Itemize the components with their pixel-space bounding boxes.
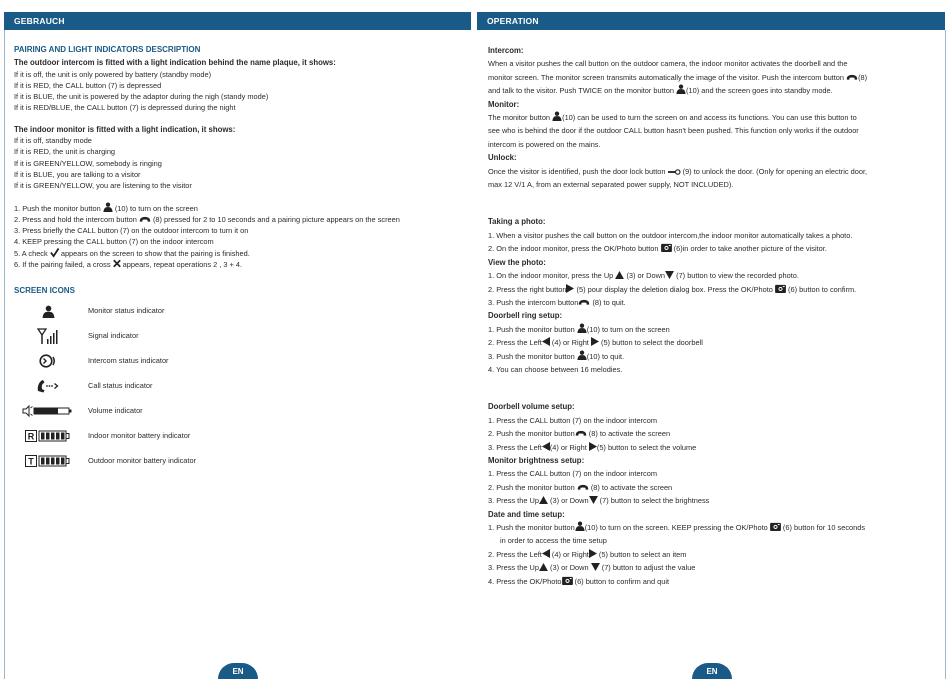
- screen-icon-row: [14, 324, 469, 349]
- indoor-line: If it is GREEN/YELLOW, somebody is ringing: [14, 158, 162, 168]
- door-lock-icon: [668, 169, 681, 175]
- icon-label: Call status indicator: [88, 381, 153, 391]
- person-icon: [42, 305, 55, 318]
- indoor-line: If it is off, standby mode: [14, 136, 92, 146]
- brightness-step: 3. Press the Up (3) or Down (7) button to select the brightness: [488, 496, 710, 506]
- datetime-step: 2. Press the Left (4) or Right (5) button to select an item: [488, 549, 687, 559]
- right-page: [475, 0, 950, 679]
- datetime-step: 3. Press the Up (3) or Down (7) button to adjust the value: [488, 563, 696, 573]
- down-arrow-icon: [591, 563, 600, 571]
- monitor-button-icon: [577, 350, 587, 360]
- outdoor-line: If it is BLUE, the unit is powered by the adaptor during the nigh (standy mode): [14, 92, 269, 102]
- right-arrow-icon: [589, 442, 597, 451]
- volume-step: 1. Press the CALL button (7) on the indoor intercom: [488, 415, 657, 425]
- datetime-step: 1. Push the monitor button (10) to turn on the screen. KEEP pressing the OK/Photo (6) button for 10 seconds: [488, 523, 866, 532]
- monitor-button-icon: [552, 111, 562, 121]
- right-page-header: OPERATION: [477, 12, 945, 30]
- right-arrow-icon: [591, 337, 599, 346]
- volume-step: 3. Press the Left (4) or Right (5) button to select the volume: [488, 442, 697, 452]
- pairing-step-6: 6. If the pairing failed, a cross appears, repeat operations 2 , 3 + 4.: [14, 260, 243, 270]
- monitor-line: intercom is powered on the mains.: [488, 139, 601, 149]
- unlock-heading: Unlock:: [488, 153, 517, 163]
- up-arrow-icon: [615, 271, 624, 279]
- volume-icon: [23, 405, 73, 417]
- pairing-step-5: 5. A check appears on the screen to show that the pairing is finished.: [14, 248, 250, 258]
- icon-label: Outdoor monitor battery indicator: [88, 456, 197, 466]
- intercom-button-icon: [575, 430, 587, 437]
- icon-label: Monitor status indicator: [88, 306, 165, 316]
- camera-icon: [775, 284, 786, 293]
- monitor-button-icon: [575, 521, 585, 531]
- view-step: 3. Push the intercom button (8) to quit.: [488, 297, 626, 307]
- cross-icon: [113, 259, 121, 268]
- monitor-button-icon: [577, 323, 587, 333]
- datetime-heading: Date and time setup:: [488, 509, 565, 519]
- left-page-header: GEBRAUCH: [4, 12, 471, 30]
- ring-heading: Doorbell ring setup:: [488, 311, 563, 321]
- brightness-step: 1. Press the CALL button (7) on the indoor intercom: [488, 469, 657, 479]
- ring-step: 2. Press the Left (4) or Right (5) button to select the doorbell: [488, 338, 703, 348]
- outdoor-heading: The outdoor intercom is fitted with a light indication behind the name plaque, it shows:: [14, 58, 336, 68]
- left-arrow-icon: [542, 549, 550, 558]
- pairing-step-1: 1. Push the monitor button (10) to turn on the screen: [14, 203, 198, 213]
- icon-label: Volume indicator: [88, 406, 143, 416]
- unlock-line: Once the visitor is identified, push the door lock button (9) to unlock the door. (Only for opening an electric door,: [488, 166, 868, 176]
- monitor-line: see who is behind the door if the outdoor CALL button hasn't been pushed. This function only works if the outdoor: [488, 126, 859, 136]
- ring-step: 3. Push the monitor button (10) to quit.: [488, 351, 625, 361]
- indoor-line: If it is GREEN/YELLOW, you are listening to the visitor: [14, 181, 192, 191]
- icon-label: Intercom status indicator: [88, 356, 169, 366]
- call-status-icon: [36, 379, 60, 393]
- signal-icon: [38, 329, 58, 344]
- right-content: [488, 44, 940, 588]
- volume-heading: Doorbell volume setup:: [488, 402, 575, 412]
- intercom-line: When a visitor pushes the call button on the outdoor camera, the indoor monitor activates the doorbell and the: [488, 59, 848, 69]
- up-arrow-icon: [539, 496, 548, 504]
- intercom-line: monitor screen. The monitor screen transmits automatically the image of the visitor. Push the intercom button (8): [488, 72, 868, 82]
- outdoor-battery-letter: T: [28, 456, 34, 467]
- screen-icon-row: [14, 449, 469, 474]
- right-page-footer: EN: [692, 663, 732, 679]
- screen-icon-row: [14, 399, 469, 424]
- monitor-heading: Monitor:: [488, 99, 520, 109]
- screen-icon-row: [14, 349, 469, 374]
- intercom-heading: Intercom:: [488, 46, 524, 55]
- down-arrow-icon: [589, 496, 598, 504]
- view-step: 1. On the indoor monitor, press the Up (3) or Down (7) button to view the recorded photo.: [488, 271, 799, 281]
- monitor-button-icon: [103, 202, 113, 212]
- monitor-line: The monitor button (10) can be used to turn the screen on and access its functions. You can use this button to: [488, 113, 857, 123]
- monitor-button-icon: [676, 84, 686, 94]
- outdoor-line: If it is RED, the CALL button (7) is depressed: [14, 80, 162, 90]
- outdoor-line: If it is RED/BLUE, the CALL button (7) is depressed during the night: [14, 103, 236, 113]
- down-arrow-icon: [665, 271, 674, 279]
- intercom-line: and talk to the visitor. Push TWICE on the monitor button (10) and the screen goes into standby mode.: [488, 86, 833, 96]
- up-arrow-icon: [539, 563, 548, 571]
- left-arrow-icon: [542, 337, 550, 346]
- intercom-button-icon: [846, 74, 858, 81]
- photo-step: 2. On the indoor monitor, press the OK/Photo button (6)in order to take another picture of the visitor.: [488, 244, 827, 254]
- brightness-step: 2. Push the monitor button (8) to activate the screen: [488, 482, 673, 492]
- datetime-step-cont: in order to access the time setup: [500, 536, 607, 546]
- intercom-button-icon: [577, 484, 589, 491]
- pairing-step-3: 3. Press briefly the CALL button (7) on the outdoor intercom to turn it on: [14, 226, 249, 236]
- left-page-footer: EN: [218, 663, 258, 679]
- left-arrow-icon: [542, 442, 550, 451]
- screen-icon-row: [14, 374, 469, 399]
- camera-icon: [770, 522, 781, 531]
- indoor-line: If it is RED, the unit is charging: [14, 147, 116, 157]
- ring-step: 1. Push the monitor button (10) to turn on the screen: [488, 324, 670, 334]
- icon-label: Signal indicator: [88, 331, 139, 341]
- screen-icon-row: [14, 424, 469, 449]
- check-icon: [50, 248, 59, 257]
- intercom-button-icon: [139, 216, 151, 223]
- indoor-line: If it is BLUE, you are talking to a visitor: [14, 169, 141, 179]
- unlock-line: max 12 V/1 A, from an external separated power supply, NOT INCLUDED).: [488, 180, 734, 190]
- ring-step: 4. You can choose between 16 melodies.: [488, 364, 623, 374]
- indoor-battery-icon: [25, 430, 71, 442]
- icon-label: Indoor monitor battery indicator: [88, 431, 191, 441]
- camera-icon: [562, 576, 573, 585]
- outdoor-line: If it is off, the unit is only powered by battery (standby mode): [14, 69, 212, 79]
- datetime-step: 4. Press the OK/Photo (6) button to confirm and quit: [488, 576, 670, 586]
- intercom-status-icon: [39, 354, 57, 368]
- intercom-button-icon: [578, 299, 590, 306]
- pairing-step-2: 2. Press and hold the intercom button (8) pressed for 2 to 10 seconds and a pairing picture appears on the screen: [14, 214, 400, 224]
- brightness-heading: Monitor brightness setup:: [488, 455, 585, 465]
- camera-icon: [661, 243, 672, 252]
- photo-step: 1. When a visitor pushes the call button on the outdoor intercom,the indoor monitor automatically takes a photo.: [488, 230, 853, 240]
- screen-icons-title: SCREEN ICONS: [14, 286, 75, 296]
- view-step: 2. Press the right button (5) pour display the deletion dialog box. Press the OK/Photo (6) button to confirm.: [488, 284, 857, 294]
- left-border: [4, 30, 5, 679]
- view-heading: View the photo:: [488, 257, 546, 267]
- left-content: [14, 44, 469, 474]
- photo-heading: Taking a photo:: [488, 217, 546, 227]
- indoor-battery-letter: R: [27, 431, 35, 442]
- right-border: [945, 30, 946, 679]
- volume-step: 2. Push the monitor button (8) to activate the screen: [488, 429, 671, 439]
- right-arrow-icon: [566, 284, 574, 293]
- pairing-step-4: 4. KEEP pressing the CALL button (7) on the indoor intercom: [14, 237, 214, 247]
- outdoor-battery-icon: [25, 455, 71, 467]
- pairing-title: PAIRING AND LIGHT INDICATORS DESCRIPTION: [14, 45, 201, 54]
- screen-icon-row: [14, 299, 469, 324]
- indoor-heading: The indoor monitor is fitted with a light indication, it shows:: [14, 124, 236, 134]
- right-arrow-icon: [589, 549, 597, 558]
